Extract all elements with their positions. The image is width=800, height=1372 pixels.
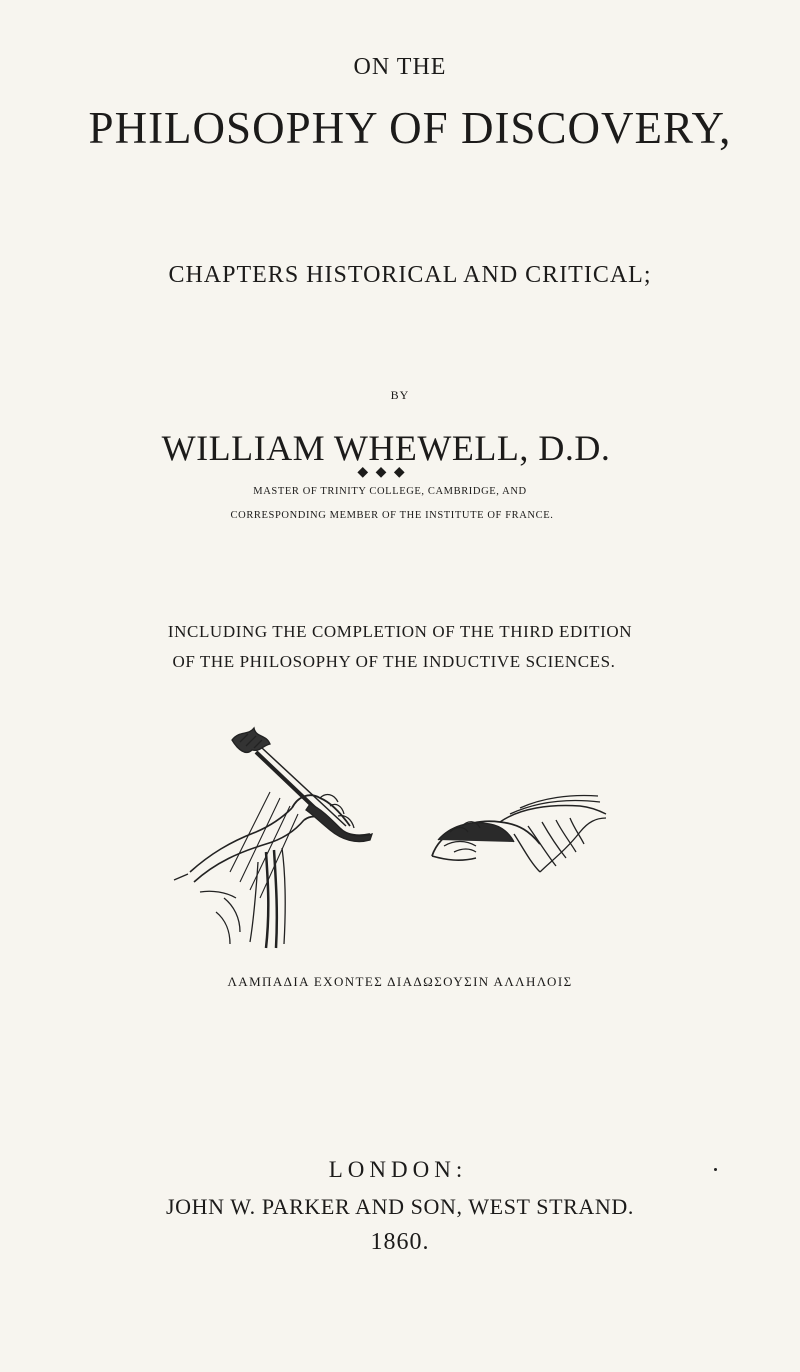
book-subtitle: CHAPTERS HISTORICAL AND CRITICAL; [168, 262, 652, 288]
ink-speck [714, 1168, 717, 1171]
book-title: PHILOSOPHY OF DISCOVERY, [88, 103, 732, 153]
author-credential-line-2: CORRESPONDING MEMBER OF THE INSTITUTE OF FRANCE. [230, 510, 554, 521]
imprint-city: LONDON: [328, 1157, 468, 1182]
imprint-publisher: JOHN W. PARKER AND SON, WEST STRAND. [165, 1194, 634, 1219]
pre-title: ON THE [353, 54, 447, 80]
including-line-2: OF THE PHILOSOPHY OF THE INDUCTIVE SCIENCES. [172, 652, 616, 671]
greek-motto: ΛΑΜΠΑΔΙΑ ΕΧΟΝΤΕΣ ΔΙΑΔΩΣΟΥΣΙΝ ΑΛΛΗΛΟΙΣ [227, 974, 573, 989]
author-name: WILLIAM WHEWELL, D.D. [161, 428, 611, 468]
by-line: BY [390, 388, 410, 402]
author-credential-line-1: MASTER OF TRINITY COLLEGE, CAMBRIDGE, AND [253, 486, 527, 497]
hands-passing-torch-icon [170, 722, 610, 952]
including-line-1: INCLUDING THE COMPLETION OF THE THIRD EDITION [167, 622, 633, 641]
ornament-divider: ◆ ◆ ◆ [357, 465, 407, 480]
imprint-year: 1860. [370, 1229, 430, 1255]
